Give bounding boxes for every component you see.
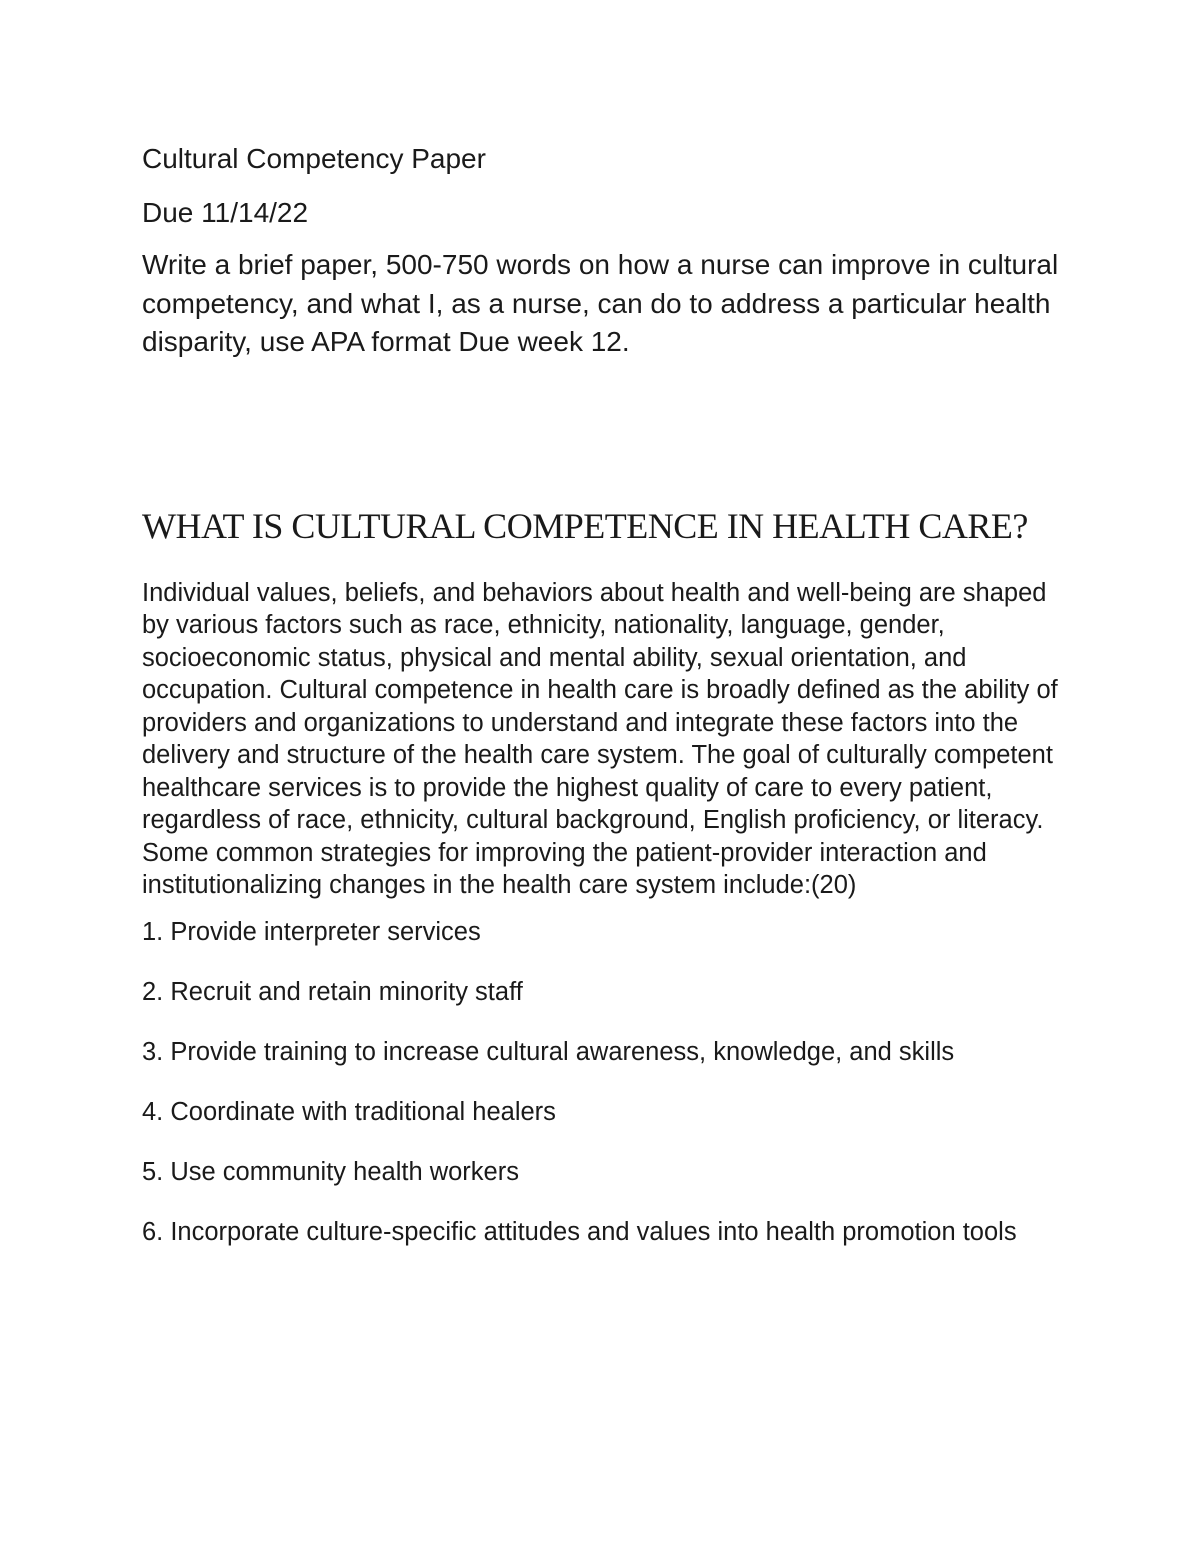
document-page — [142, 140, 1072, 1276]
due-date: Due 11/14/22 — [142, 197, 309, 228]
list-item: 4. Coordinate with traditional healers — [142, 1097, 556, 1126]
list-item: 2. Recruit and retain minority staff — [142, 977, 523, 1006]
list-item: 1. Provide interpreter services — [142, 917, 481, 946]
list-item: 6. Incorporate culture-specific attitudes and values into health promotion tools — [142, 1217, 1017, 1246]
list-item: 5. Use community health workers — [142, 1157, 519, 1186]
list-item: 3. Provide training to increase cultural awareness, knowledge, and skills — [142, 1037, 955, 1066]
document-title: Cultural Competency Paper — [142, 143, 486, 174]
strategy-list — [142, 916, 1072, 1249]
body-paragraph: Individual values, beliefs, and behaviors about health and well-being are shaped by various factors such as race, ethnicity, nationality, language, gender, socioeconomic status, physical and mental ability, sexual orientation, and occupation. Cultural competence in health care is broadly defined as the ability of providers and organizations to understand and integrate these factors into the delivery and structure of the health care system. The goal of culturally competent healthcare services is to provide the highest quality of care to every patient, regardless of race, ethnicity, cultural background, English proficiency, or literacy. Some common strategies for improving the patient-provider interaction and institutionalizing changes in the health care system include:(20) — [142, 578, 1058, 899]
assignment-prompt: Write a brief paper, 500-750 words on how a nurse can improve in cultural competency, and what I, as a nurse, can do to address a particular health disparity, use APA format Due week 12. — [142, 249, 1059, 357]
section-heading: WHAT IS CULTURAL COMPETENCE IN HEALTH CARE? — [142, 505, 1028, 546]
